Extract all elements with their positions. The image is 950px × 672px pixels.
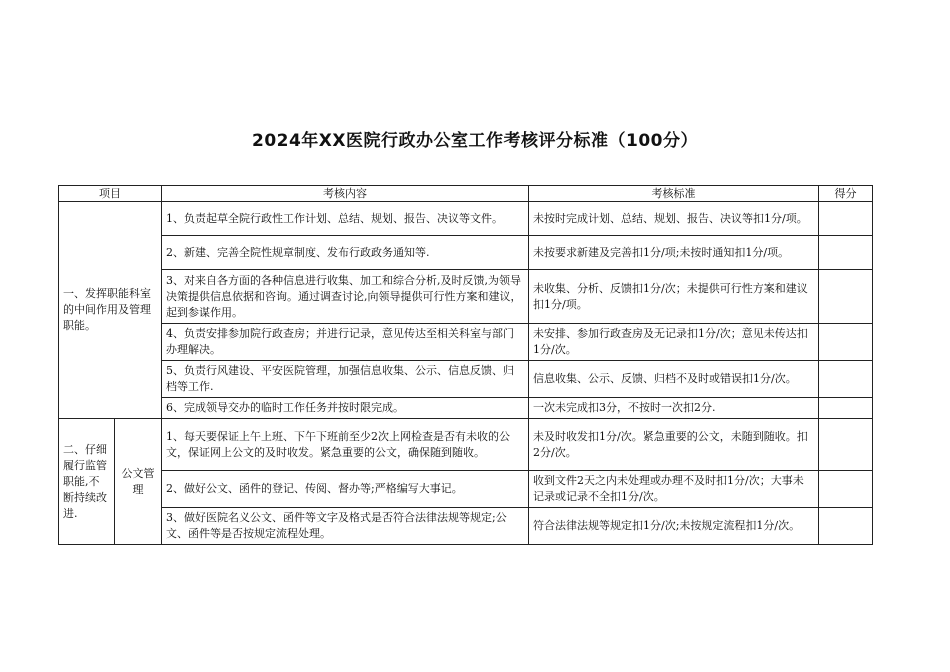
standard-cell: 未收集、分析、反馈扣1分/次；未提供可行性方案和建议扣1分/项。 (529, 270, 819, 324)
content-cell: 2、做好公文、函件的登记、传阅、督办等;严格编写大事记。 (162, 471, 529, 508)
standard-cell: 未按要求新建及完善扣1分/项;未按时通知扣1分/项。 (529, 236, 819, 270)
table-row (59, 398, 873, 419)
score-cell (819, 270, 873, 324)
score-cell (819, 508, 873, 545)
table-row (59, 508, 873, 545)
score-cell (819, 398, 873, 419)
score-cell (819, 236, 873, 270)
header-content: 考核内容 (162, 186, 529, 202)
subcategory-cell: 公文管理 (115, 419, 162, 545)
content-cell: 4、负责安排参加院行政查房；并进行记录，意见传达至相关科室与部门办理解决。 (162, 324, 529, 361)
score-cell (819, 324, 873, 361)
content-cell: 5、负责行风建设、平安医院管理，加强信息收集、公示、信息反馈、归档等工作. (162, 361, 529, 398)
table-row (59, 419, 873, 471)
standard-cell: 信息收集、公示、反馈、归档不及时或错误扣1分/次。 (529, 361, 819, 398)
standard-cell: 一次未完成扣3分，不按时一次扣2分. (529, 398, 819, 419)
document-title: 2024年XX医院行政办公室工作考核评分标准（100分） (251, 131, 698, 151)
category-cell: 一、发挥职能科室的中间作用及管理职能。 (59, 202, 162, 419)
content-cell: 3、对来自各方面的各种信息进行收集、加工和综合分析,及时反馈,为领导决策提供信息依据和咨询。通过调查讨论,向领导提供可行性方案和建议，起到参谋作用。 (162, 270, 529, 324)
score-cell (819, 419, 873, 471)
content-cell: 1、负责起草全院行政性工作计划、总结、规划、报告、决议等文件。 (162, 202, 529, 236)
score-cell (819, 202, 873, 236)
content-cell: 3、做好医院名义公文、函件等文字及格式是否符合法律法规等规定;公文、函件等是否按规定流程处理。 (162, 508, 529, 545)
content-cell: 6、完成领导交办的临时工作任务并按时限完成。 (162, 398, 529, 419)
table-row (59, 270, 873, 324)
table-header-row (59, 186, 873, 202)
table-row (59, 236, 873, 270)
header-score: 得分 (819, 186, 873, 202)
standard-cell: 收到文件2天之内未处理或办理不及时扣1分/次；大事未记录或记录不全扣1分/次。 (529, 471, 819, 508)
standard-cell: 未及时收发扣1分/次。紧急重要的公文，未随到随收。扣2分/次。 (529, 419, 819, 471)
score-cell (819, 361, 873, 398)
header-item: 项目 (59, 186, 162, 202)
table-row (59, 361, 873, 398)
header-standard: 考核标准 (529, 186, 819, 202)
standard-cell: 符合法律法规等规定扣1分/次;未按规定流程扣1分/次。 (529, 508, 819, 545)
standard-cell: 未按时完成计划、总结、规划、报告、决议等扣1分/项。 (529, 202, 819, 236)
standard-cell: 未安排、参加行政查房及无记录扣1分/次；意见未传达扣1分/次。 (529, 324, 819, 361)
content-cell: 1、每天要保证上午上班、下午下班前至少2次上网检查是否有未收的公文，保证网上公文的及时收发。紧急重要的公文，确保随到随收。 (162, 419, 529, 471)
content-cell: 2、新建、完善全院性规章制度、发布行政政务通知等. (162, 236, 529, 270)
scoring-table (58, 185, 873, 545)
category-cell: 二、仔细履行监管职能,不断持续改进. (59, 419, 115, 545)
table-row (59, 471, 873, 508)
table-row (59, 202, 873, 236)
score-cell (819, 471, 873, 508)
table-row (59, 324, 873, 361)
